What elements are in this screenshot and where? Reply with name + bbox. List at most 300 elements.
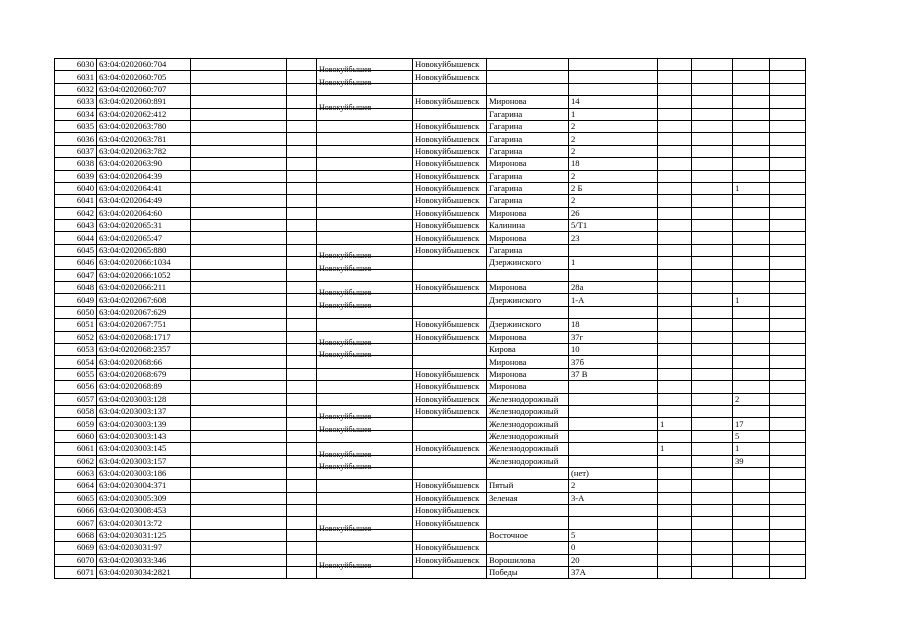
city-cell: Новокуйбышевск <box>413 59 487 71</box>
table-row <box>55 356 806 368</box>
empty-cell <box>191 294 287 306</box>
empty-cell <box>191 319 287 331</box>
empty-cell <box>191 220 287 232</box>
count-cell <box>733 158 770 170</box>
city-cell: Новокуйбышевск <box>413 244 487 256</box>
table-row <box>55 207 806 219</box>
count-cell <box>733 195 770 207</box>
count-cell: 1 <box>733 443 770 455</box>
house-cell: 2 <box>569 195 658 207</box>
locality-cell <box>317 232 413 244</box>
count-cell <box>733 220 770 232</box>
cadastral-number: 63:04:0203003:128 <box>97 393 191 405</box>
empty-cell <box>770 170 806 182</box>
city-cell: Новокуйбышевск <box>413 158 487 170</box>
street-cell: Гагарина <box>487 133 569 145</box>
house-cell: 37А <box>569 567 658 579</box>
table-row <box>55 108 806 120</box>
empty-cell <box>287 343 317 355</box>
table-row <box>55 294 806 306</box>
count-cell: 17 <box>733 418 770 430</box>
empty-cell <box>770 71 806 83</box>
street-cell: Миронова <box>487 207 569 219</box>
street-cell: Гагарина <box>487 145 569 157</box>
house-cell <box>569 71 658 83</box>
city-cell: Новокуйбышевск <box>413 480 487 492</box>
house-cell: 1 <box>569 108 658 120</box>
street-cell: Гагарина <box>487 244 569 256</box>
street-cell: Миронова <box>487 96 569 108</box>
city-cell <box>413 108 487 120</box>
house-cell: 0 <box>569 542 658 554</box>
empty-cell <box>692 517 733 529</box>
empty-cell <box>692 133 733 145</box>
empty-cell <box>287 232 317 244</box>
empty-cell <box>287 467 317 479</box>
street-cell: Гагарина <box>487 170 569 182</box>
count-cell <box>733 232 770 244</box>
locality-overflow-text: Новокуйбышев <box>319 251 372 261</box>
empty-cell <box>692 120 733 132</box>
empty-cell <box>287 170 317 182</box>
count-cell <box>733 505 770 517</box>
table-row <box>55 405 806 417</box>
empty-cell <box>692 381 733 393</box>
row-number: 6058 <box>55 405 97 417</box>
count-cell <box>733 282 770 294</box>
registry-sheet <box>54 58 806 579</box>
cadastral-number: 63:04:0203031:97 <box>97 542 191 554</box>
city-cell: Новокуйбышевск <box>413 517 487 529</box>
empty-cell <box>770 418 806 430</box>
cadastral-number: 63:04:0202066:211 <box>97 282 191 294</box>
empty-cell <box>692 108 733 120</box>
row-number: 6032 <box>55 83 97 95</box>
row-number: 6041 <box>55 195 97 207</box>
cadastral-number: 63:04:0203003:137 <box>97 405 191 417</box>
house-cell <box>569 306 658 318</box>
count-cell <box>658 405 692 417</box>
street-cell: Миронова <box>487 282 569 294</box>
empty-cell <box>770 393 806 405</box>
locality-cell <box>317 182 413 194</box>
count-cell: 2 <box>733 393 770 405</box>
row-number: 6059 <box>55 418 97 430</box>
empty-cell <box>287 220 317 232</box>
empty-cell <box>287 480 317 492</box>
count-cell <box>658 517 692 529</box>
cadastral-number: 63:04:0202060:705 <box>97 71 191 83</box>
cadastral-number: 63:04:0202064:39 <box>97 170 191 182</box>
empty-cell <box>287 306 317 318</box>
house-cell: 37б <box>569 356 658 368</box>
empty-cell <box>692 455 733 467</box>
city-cell <box>413 257 487 269</box>
city-cell <box>413 306 487 318</box>
table-row <box>55 195 806 207</box>
empty-cell <box>692 195 733 207</box>
empty-cell <box>770 257 806 269</box>
city-cell: Новокуйбышевск <box>413 331 487 343</box>
locality-overflow-text: Новокуйбышев <box>319 449 372 459</box>
city-cell <box>413 467 487 479</box>
row-number: 6057 <box>55 393 97 405</box>
house-cell <box>569 269 658 281</box>
table-row <box>55 368 806 380</box>
locality-cell <box>317 480 413 492</box>
empty-cell <box>692 96 733 108</box>
row-number: 6068 <box>55 529 97 541</box>
empty-cell <box>191 158 287 170</box>
empty-cell <box>692 405 733 417</box>
count-cell <box>658 120 692 132</box>
empty-cell <box>191 83 287 95</box>
empty-cell <box>770 368 806 380</box>
cadastral-number: 63:04:0202066:1034 <box>97 257 191 269</box>
row-number: 6054 <box>55 356 97 368</box>
empty-cell <box>191 59 287 71</box>
empty-cell <box>191 71 287 83</box>
table-row <box>55 220 806 232</box>
table-row <box>55 232 806 244</box>
table-row <box>55 381 806 393</box>
empty-cell <box>770 294 806 306</box>
empty-cell <box>692 443 733 455</box>
empty-cell <box>692 257 733 269</box>
cadastral-number: 63:04:0202060:704 <box>97 59 191 71</box>
empty-cell <box>770 133 806 145</box>
table-row <box>55 170 806 182</box>
count-cell <box>658 294 692 306</box>
city-cell: Новокуйбышевск <box>413 542 487 554</box>
empty-cell <box>287 517 317 529</box>
empty-cell <box>287 393 317 405</box>
locality-overflow-text: Новокуйбышев <box>319 102 372 112</box>
cadastral-number: 63:04:0202068:1717 <box>97 331 191 343</box>
row-number: 6049 <box>55 294 97 306</box>
locality-overflow-text: Новокуйбышев <box>319 350 372 360</box>
count-cell <box>658 529 692 541</box>
empty-cell <box>287 158 317 170</box>
cadastral-number: 63:04:0203003:186 <box>97 467 191 479</box>
count-cell <box>658 492 692 504</box>
table-row <box>55 269 806 281</box>
empty-cell <box>287 145 317 157</box>
street-cell <box>487 306 569 318</box>
table-row <box>55 343 806 355</box>
empty-cell <box>191 529 287 541</box>
row-number: 6039 <box>55 170 97 182</box>
empty-cell <box>287 59 317 71</box>
empty-cell <box>692 282 733 294</box>
count-cell <box>658 467 692 479</box>
empty-cell <box>191 269 287 281</box>
street-cell: Дзержинского <box>487 294 569 306</box>
empty-cell <box>692 554 733 566</box>
empty-cell <box>191 381 287 393</box>
empty-cell <box>287 83 317 95</box>
empty-cell <box>770 120 806 132</box>
street-cell <box>487 83 569 95</box>
row-number: 6067 <box>55 517 97 529</box>
locality-cell <box>317 461 413 479</box>
house-cell <box>569 418 658 430</box>
table-row <box>55 244 806 256</box>
empty-cell <box>770 232 806 244</box>
street-cell: Гагарина <box>487 120 569 132</box>
empty-cell <box>287 195 317 207</box>
row-number: 6065 <box>55 492 97 504</box>
empty-cell <box>287 282 317 294</box>
row-number: 6052 <box>55 331 97 343</box>
city-cell <box>413 455 487 467</box>
city-cell <box>413 343 487 355</box>
empty-cell <box>692 145 733 157</box>
empty-cell <box>191 368 287 380</box>
house-cell: 2 <box>569 170 658 182</box>
locality-cell <box>317 368 413 380</box>
empty-cell <box>191 405 287 417</box>
cadastral-number: 63:04:0202064:49 <box>97 195 191 207</box>
count-cell <box>733 368 770 380</box>
count-cell <box>658 393 692 405</box>
street-cell <box>487 59 569 71</box>
empty-cell <box>692 71 733 83</box>
empty-cell <box>287 368 317 380</box>
count-cell <box>658 356 692 368</box>
empty-cell <box>191 232 287 244</box>
row-number: 6033 <box>55 96 97 108</box>
row-number: 6064 <box>55 480 97 492</box>
street-cell <box>487 542 569 554</box>
city-cell <box>413 83 487 95</box>
house-cell <box>569 443 658 455</box>
street-cell: Миронова <box>487 368 569 380</box>
empty-cell <box>287 554 317 566</box>
locality-overflow-text: Новокуйбышев <box>319 300 372 310</box>
street-cell: Железнодорожный <box>487 393 569 405</box>
house-cell: 23 <box>569 232 658 244</box>
city-cell: Новокуйбышевск <box>413 195 487 207</box>
count-cell <box>733 467 770 479</box>
empty-cell <box>287 120 317 132</box>
empty-cell <box>191 542 287 554</box>
house-cell: 3-А <box>569 492 658 504</box>
count-cell <box>733 480 770 492</box>
empty-cell <box>191 455 287 467</box>
table-row <box>55 319 806 331</box>
count-cell: 1 <box>658 443 692 455</box>
house-cell: 2 <box>569 480 658 492</box>
empty-cell <box>287 405 317 417</box>
street-cell: Миронова <box>487 158 569 170</box>
empty-cell <box>287 455 317 467</box>
empty-cell <box>287 96 317 108</box>
house-cell <box>569 455 658 467</box>
city-cell <box>413 356 487 368</box>
street-cell: Восточное <box>487 529 569 541</box>
city-cell: Новокуйбышевск <box>413 96 487 108</box>
count-cell <box>733 145 770 157</box>
row-number: 6061 <box>55 443 97 455</box>
empty-cell <box>692 343 733 355</box>
empty-cell <box>191 145 287 157</box>
row-number: 6066 <box>55 505 97 517</box>
row-number: 6030 <box>55 59 97 71</box>
locality-overflow-text: Новокуйбышев <box>319 288 372 298</box>
empty-cell <box>191 257 287 269</box>
empty-cell <box>770 443 806 455</box>
city-cell: Новокуйбышевск <box>413 368 487 380</box>
house-cell: 5 <box>569 529 658 541</box>
count-cell <box>658 368 692 380</box>
empty-cell <box>287 356 317 368</box>
table-body <box>55 59 806 579</box>
count-cell <box>733 170 770 182</box>
empty-cell <box>191 120 287 132</box>
cadastral-number: 63:04:0202063:90 <box>97 158 191 170</box>
count-cell <box>733 83 770 95</box>
empty-cell <box>692 418 733 430</box>
empty-cell <box>692 83 733 95</box>
cadastral-number: 63:04:0202060:707 <box>97 83 191 95</box>
street-cell: Железнодорожный <box>487 405 569 417</box>
street-cell: Миронова <box>487 232 569 244</box>
house-cell <box>569 517 658 529</box>
row-number: 6069 <box>55 542 97 554</box>
empty-cell <box>770 145 806 157</box>
count-cell <box>733 554 770 566</box>
empty-cell <box>287 331 317 343</box>
house-cell: 2 <box>569 133 658 145</box>
house-cell: 37г <box>569 331 658 343</box>
locality-overflow-text: Новокуйбышев <box>319 412 372 422</box>
city-cell <box>413 430 487 442</box>
cadastral-number: 63:04:0203003:143 <box>97 430 191 442</box>
locality-overflow-text: Новокуйбышев <box>319 561 372 571</box>
house-cell <box>569 505 658 517</box>
table-row <box>55 71 806 83</box>
empty-cell <box>770 306 806 318</box>
cadastral-number: 63:04:0203033:346 <box>97 554 191 566</box>
row-number: 6042 <box>55 207 97 219</box>
empty-cell <box>692 356 733 368</box>
empty-cell <box>770 182 806 194</box>
empty-cell <box>191 343 287 355</box>
table-row <box>55 158 806 170</box>
locality-cell <box>317 120 413 132</box>
cadastral-number: 63:04:0203003:145 <box>97 443 191 455</box>
row-number: 6055 <box>55 368 97 380</box>
table-row <box>55 517 806 529</box>
count-cell <box>658 430 692 442</box>
count-cell <box>733 244 770 256</box>
locality-cell <box>317 207 413 219</box>
count-cell <box>733 257 770 269</box>
count-cell <box>733 96 770 108</box>
house-cell: 18 <box>569 319 658 331</box>
empty-cell <box>287 244 317 256</box>
city-cell: Новокуйбышевск <box>413 232 487 244</box>
cadastral-number: 63:04:0202068:89 <box>97 381 191 393</box>
city-cell: Новокуйбышевск <box>413 554 487 566</box>
count-cell: 5 <box>733 430 770 442</box>
table-row <box>55 542 806 554</box>
row-number: 6037 <box>55 145 97 157</box>
empty-cell <box>191 170 287 182</box>
cadastral-number: 63:04:0202060:891 <box>97 96 191 108</box>
count-cell <box>658 59 692 71</box>
locality-overflow-text: Новокуйбышев <box>319 65 372 75</box>
street-cell <box>487 71 569 83</box>
count-cell <box>658 282 692 294</box>
empty-cell <box>692 393 733 405</box>
locality-cell <box>317 492 413 504</box>
empty-cell <box>287 133 317 145</box>
locality-cell <box>317 158 413 170</box>
house-cell: 1 <box>569 257 658 269</box>
empty-cell <box>692 430 733 442</box>
house-cell: 2 <box>569 145 658 157</box>
empty-cell <box>287 319 317 331</box>
street-cell: Миронова <box>487 381 569 393</box>
table-row <box>55 331 806 343</box>
city-cell <box>413 567 487 579</box>
house-cell: 37 В <box>569 368 658 380</box>
empty-cell <box>191 480 287 492</box>
empty-cell <box>191 182 287 194</box>
count-cell <box>658 207 692 219</box>
count-cell <box>733 108 770 120</box>
table-row <box>55 96 806 108</box>
city-cell: Новокуйбышевск <box>413 120 487 132</box>
house-cell: 28а <box>569 282 658 294</box>
count-cell <box>658 195 692 207</box>
empty-cell <box>692 269 733 281</box>
house-cell <box>569 405 658 417</box>
row-number: 6056 <box>55 381 97 393</box>
empty-cell <box>692 331 733 343</box>
count-cell <box>733 269 770 281</box>
empty-cell <box>770 220 806 232</box>
empty-cell <box>191 108 287 120</box>
row-number: 6045 <box>55 244 97 256</box>
row-number: 6036 <box>55 133 97 145</box>
count-cell <box>658 170 692 182</box>
count-cell: 1 <box>733 294 770 306</box>
city-cell: Новокуйбышевск <box>413 133 487 145</box>
count-cell <box>658 133 692 145</box>
count-cell: 1 <box>658 418 692 430</box>
locality-overflow-text: Новокуйбышев <box>319 77 372 87</box>
row-number: 6053 <box>55 343 97 355</box>
count-cell <box>733 381 770 393</box>
city-cell: Новокуйбышевск <box>413 319 487 331</box>
empty-cell <box>191 96 287 108</box>
empty-cell <box>770 207 806 219</box>
empty-cell <box>770 244 806 256</box>
locality-cell <box>317 319 413 331</box>
empty-cell <box>692 306 733 318</box>
empty-cell <box>191 443 287 455</box>
cadastral-number: 63:04:0203005:309 <box>97 492 191 504</box>
empty-cell <box>191 207 287 219</box>
row-number: 6046 <box>55 257 97 269</box>
count-cell <box>658 455 692 467</box>
empty-cell <box>287 443 317 455</box>
count-cell <box>658 381 692 393</box>
locality-cell <box>317 561 413 579</box>
